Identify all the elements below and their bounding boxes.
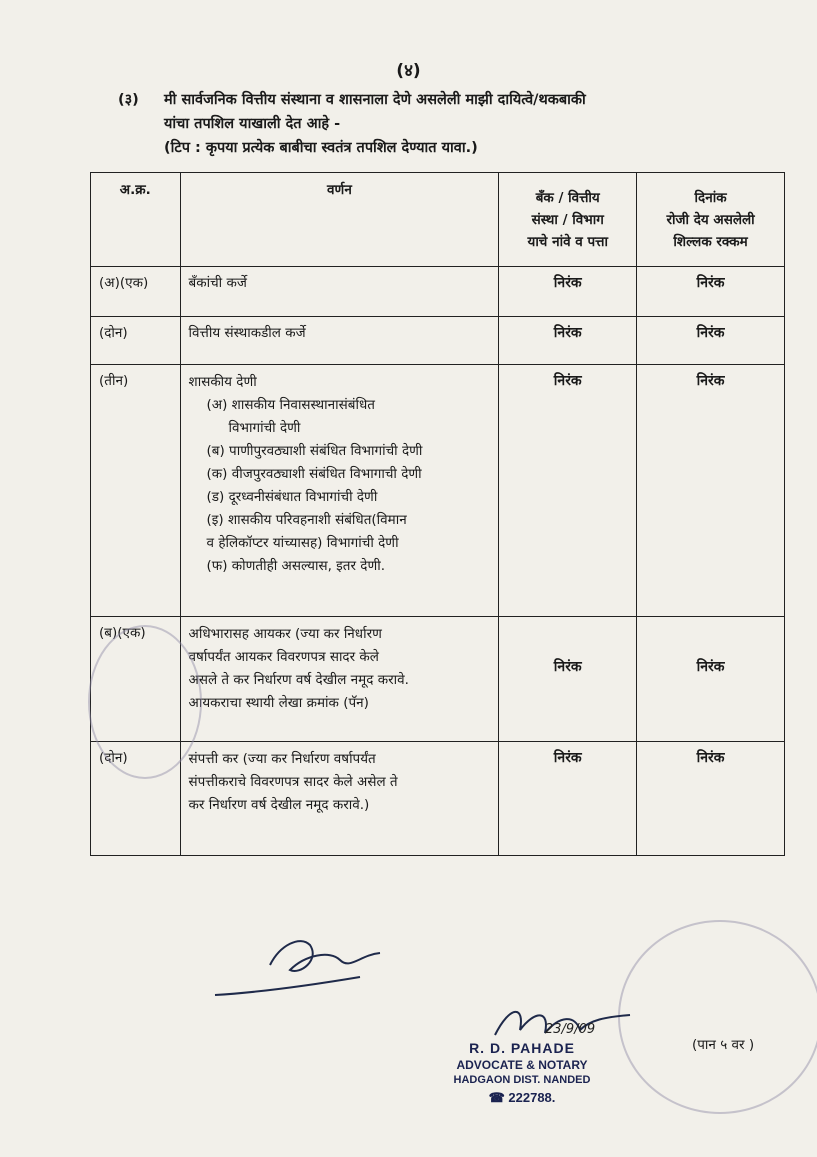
liabilities-table — [90, 172, 785, 856]
govt-dues-title: शासकीय देणी — [188, 374, 257, 390]
intro-block — [118, 88, 758, 160]
notary-address: HADGAON DIST. NANDED — [453, 1074, 591, 1086]
row-serial: (दोन) — [91, 742, 181, 856]
header-amount — [637, 173, 785, 267]
notary-title: ADVOCATE & NOTARY — [456, 1058, 588, 1072]
header-bank-line3: याचे नांवे व पत्ता — [527, 233, 608, 250]
table-row — [91, 317, 785, 365]
notary-name: R. D. PAHADE — [469, 1040, 575, 1056]
intro-note: (टिप : कृपया प्रत्येक बाबीचा स्वतंत्र तपशिल देण्यात यावा.) — [164, 140, 478, 156]
row-amount: निरंक — [637, 267, 785, 317]
govt-dues-e: (इ) शासकीय परिवहनाशी संबंधित(विमान — [206, 512, 407, 528]
row-serial: (ब)(एक) — [91, 617, 181, 742]
continued-note: (पान ५ वर ) — [692, 1037, 755, 1053]
govt-dues-b: (ब) पाणीपुरवठ्याशी संबंधित विभागांची देणी — [206, 443, 423, 459]
intro-line-2: यांचा तपशिल याखाली देत आहे - — [164, 116, 341, 132]
row-amount: निरंक — [637, 365, 785, 617]
table-row — [91, 267, 785, 317]
income-tax-line2: वर्षापर्यंत आयकर विवरणपत्र सादर केले — [188, 649, 379, 665]
notary-stamp-right — [618, 920, 817, 1114]
row-bank: निरंक — [499, 365, 637, 617]
govt-dues-a: (अ) शासकीय निवासस्थानासंबंधित — [206, 397, 375, 413]
notary-phone: ☎ 222788. — [488, 1090, 556, 1105]
item-number: (३) — [118, 92, 139, 108]
row-bank: निरंक — [499, 317, 637, 365]
row-amount: निरंक — [637, 742, 785, 856]
row-serial: (अ)(एक) — [91, 267, 181, 317]
wealth-tax-line3: कर निर्धारण वर्ष देखील नमूद करावे.) — [188, 797, 370, 813]
header-bank-line2: संस्था / विभाग — [531, 211, 604, 228]
header-serial: अ.क्र. — [91, 173, 181, 267]
income-tax-line1: अधिभारासह आयकर (ज्या कर निर्धारण — [188, 626, 382, 642]
row-description — [180, 742, 499, 856]
govt-dues-f: (फ) कोणतीही असल्यास, इतर देणी. — [206, 558, 386, 574]
signature-date: 23/9/09 — [545, 1022, 596, 1037]
row-bank: निरंक — [499, 742, 637, 856]
row-description: वित्तीय संस्थाकडील कर्जे — [180, 317, 499, 365]
row-bank: निरंक — [499, 267, 637, 317]
table-header-row — [91, 173, 785, 267]
table-row — [91, 742, 785, 856]
header-amount-line2: रोजी देय असलेली — [666, 211, 755, 228]
signature-mark-1 — [210, 925, 400, 1005]
header-amount-line1: दिनांक — [694, 189, 727, 206]
govt-dues-d: (ड) दूरध्वनीसंबंधात विभागांची देणी — [206, 489, 378, 505]
intro-line-1: मी सार्वजनिक वित्तीय संस्थाना व शासनाला देणे असलेली माझी दायित्वे/थकबाकी — [164, 92, 586, 108]
wealth-tax-line2: संपत्तीकराचे विवरणपत्र सादर केले असेल ते — [188, 774, 398, 790]
row-description — [180, 617, 499, 742]
row-serial: (दोन) — [91, 317, 181, 365]
row-amount: निरंक — [637, 317, 785, 365]
row-description — [180, 365, 499, 617]
header-amount-line3: शिल्लक रक्कम — [673, 233, 748, 250]
header-bank — [499, 173, 637, 267]
govt-dues-a-cont: विभागांची देणी — [228, 420, 301, 436]
header-bank-line1: बँक / वित्तीय — [535, 189, 600, 206]
notary-block — [432, 1040, 612, 1106]
header-description: वर्णन — [180, 173, 499, 267]
notary-stamp-left — [88, 625, 202, 779]
income-tax-line3: असले ते कर निर्धारण वर्ष देखील नमूद करावे. — [188, 672, 409, 688]
row-amount: निरंक — [637, 617, 785, 742]
govt-dues-c: (क) वीजपुरवठ्याशी संबंधित विभागाची देणी — [206, 466, 422, 482]
row-serial: (तीन) — [91, 365, 181, 617]
table-row — [91, 365, 785, 617]
row-description: बँकांची कर्जे — [180, 267, 499, 317]
govt-dues-e-cont: व हेलिकॉप्टर यांच्यासह) विभागांची देणी — [206, 535, 399, 551]
income-tax-line4: आयकराचा स्थायी लेखा क्रमांक (पॅन) — [188, 695, 369, 711]
page-number: (४) — [396, 61, 421, 81]
row-bank: निरंक — [499, 617, 637, 742]
wealth-tax-line1: संपत्ती कर (ज्या कर निर्धारण वर्षापर्यंत — [188, 751, 376, 767]
